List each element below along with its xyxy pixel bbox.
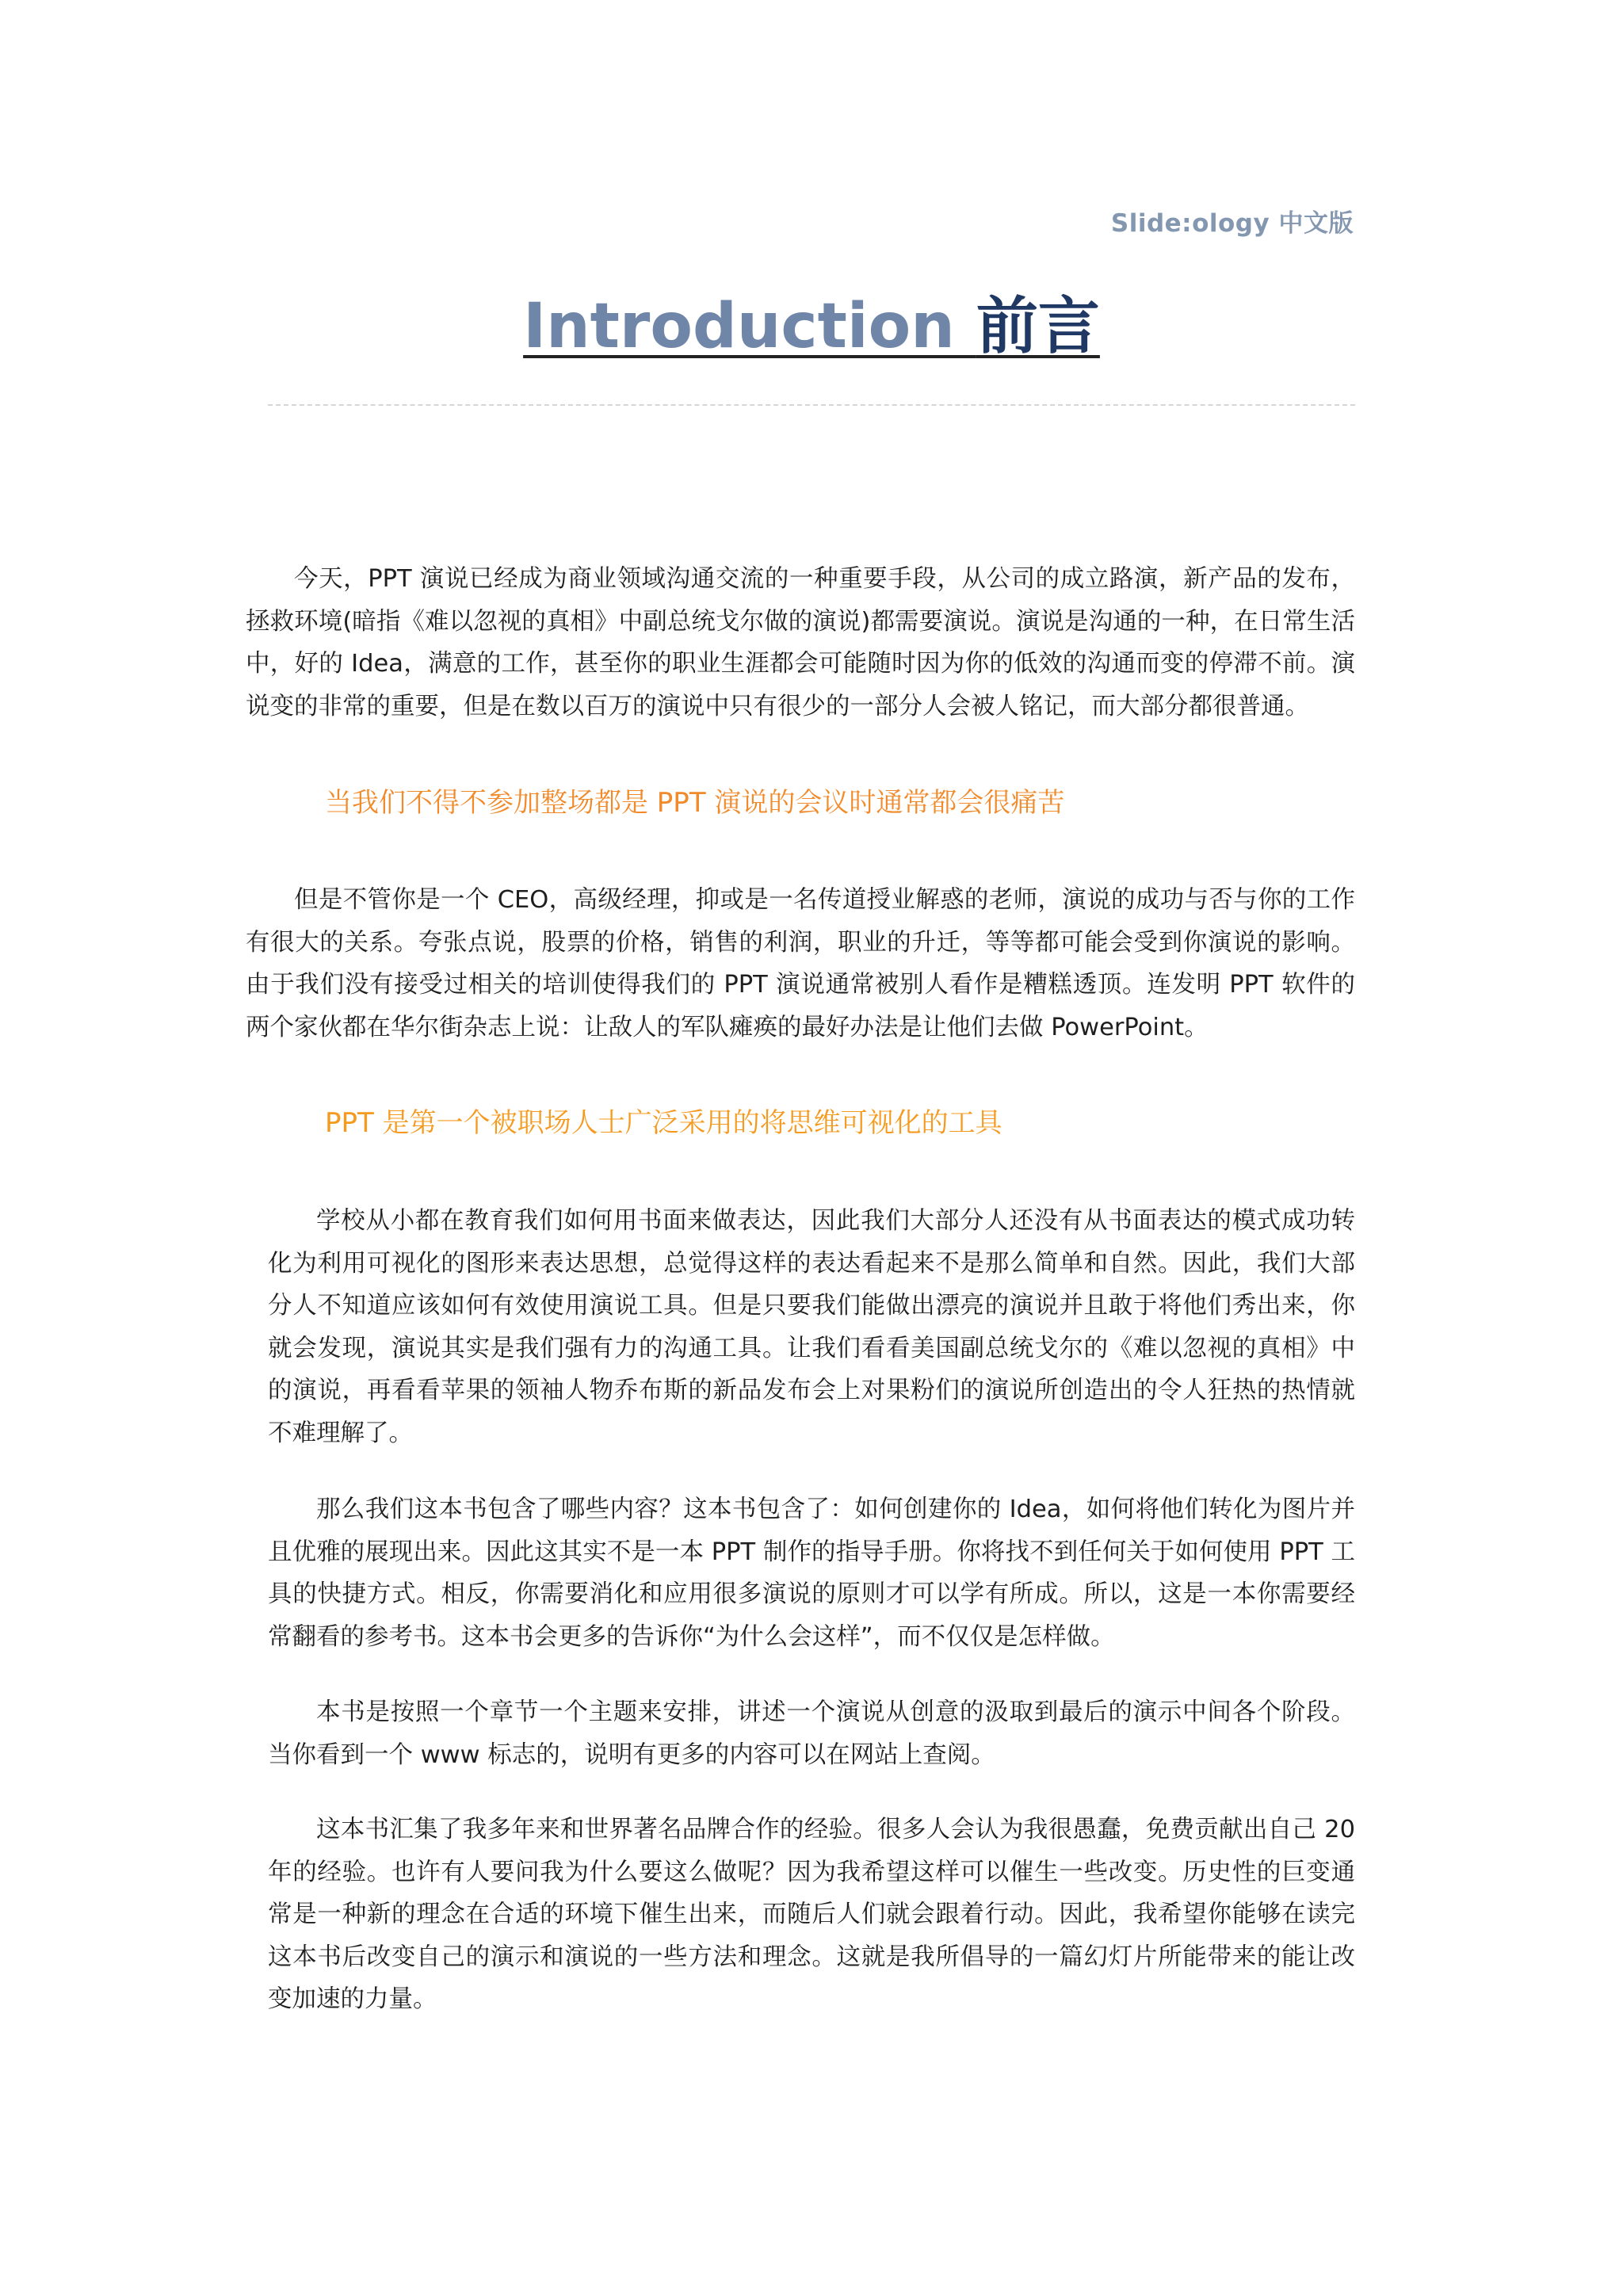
paragraph-intro: 今天，PPT 演说已经成为商业领域沟通交流的一种重要手段，从公司的成立路演，新产品的发布，拯救环境(暗指《难以忽视的真相》中副总统戈尔做的演说)都需要演说。演说是沟通的一种，在日常生活中，好的 Idea，满意的工作，甚至你的职业生涯都会可能随时因为你的低效的沟通而变的停滞不前。演说变的非常的重要，但是在数以百万的演说中只有很少的一部分人会被人铭记，而大部分都很普通。 [246,565,1355,720]
title-divider [268,404,1355,406]
running-header: Slide:ology 中文版 [1110,209,1354,238]
paragraph-importance: 但是不管你是一个 CEO，高级经理，抑或是一名传道授业解惑的老师，演说的成功与否与你的工作有很大的关系。夸张点说，股票的价格，销售的利润，职业的升迁，等等都可能会受到你演说的影响。由于我们没有接受过相关的培训使得我们的 PPT 演说通常被别人看作是糟糕透顶。连发明 PPT 软件的两个家伙都在华尔街杂志上说：让敌人的军队瘫痪的最好办法是让他们去做 PowerPoint。 [246,886,1355,1041]
paragraph-visual-thinking: 学校从小都在教育我们如何用书面来做表达，因此我们大部分人还没有从书面表达的模式成功转化为利用可视化的图形来表达思想，总觉得这样的表达看起来不是那么简单和自然。因此，我们大部分人不知道应该如何有效使用演说工具。但是只要我们能做出漂亮的演说并且敢于将他们秀出来，你就会发现，演说其实是我们强有力的沟通工具。让我们看看美国副总统戈尔的《难以忽视的真相》中的演说，再看看苹果的领袖人物乔布斯的新品发布会上对果粉们的演说所创造出的令人狂热的热情就不难理解了。 [268,1207,1355,1447]
subheading-visual-tool: PPT 是第一个被职场人士广泛采用的将思维可视化的工具 [325,1107,1002,1139]
title-chinese: 前言 [976,291,1100,362]
paragraph-author-experience: 这本书汇集了我多年来和世界著名品牌合作的经验。很多人会认为我很愚蠢，免费贡献出自己 20 年的经验。也许有人要问我为什么要这么做呢？因为我希望这样可以催生一些改变。历史性的巨变通常是一种新的理念在合适的环境下催生出来，而随后人们就会跟着行动。因此，我希望你能够在读完这本书后改变自己的演示和演说的一些方法和理念。这就是我所倡导的一篇幻灯片所能带来的能让改变加速的力量。 [268,1816,1355,2013]
page-title [523,293,1100,361]
subheading-painful-meetings: 当我们不得不参加整场都是 PPT 演说的会议时通常都会很痛苦 [325,787,1065,819]
paragraph-book-structure: 本书是按照一个章节一个主题来安排，讲述一个演说从创意的汲取到最后的演示中间各个阶段。当你看到一个 www 标志的，说明有更多的内容可以在网站上查阅。 [268,1698,1355,1769]
title-english: Introduction [523,291,976,362]
title-block [0,293,1623,361]
paragraph-book-contents: 那么我们这本书包含了哪些内容？这本书包含了：如何创建你的 Idea，如何将他们转化为图片并且优雅的展现出来。因此这其实不是一本 PPT 制作的指导手册。你将找不到任何关于如何使用 PPT 工具的快捷方式。相反，你需要消化和应用很多演说的原则才可以学有所成。所以，这是一本你需要经常翻看的参考书。这本书会更多的告诉你“为什么会这样”，而不仅仅是怎样做。 [268,1496,1355,1651]
